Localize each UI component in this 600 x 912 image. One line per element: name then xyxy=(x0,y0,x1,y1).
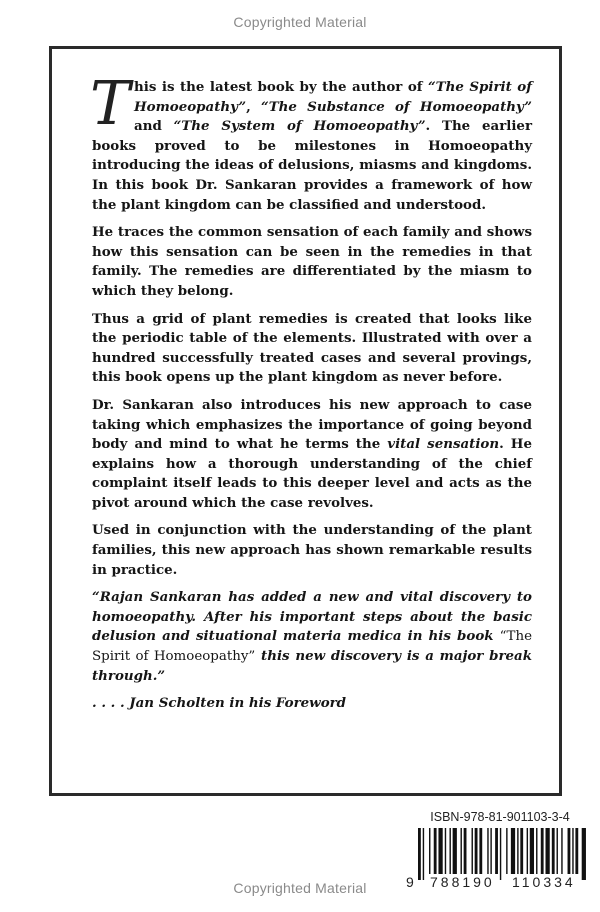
barcode-bar xyxy=(511,828,515,874)
barcode-bar xyxy=(461,828,462,874)
barcode-bar xyxy=(438,828,442,874)
barcode-bar xyxy=(541,828,544,874)
barcode-bar xyxy=(475,828,478,874)
barcode-bar xyxy=(429,828,430,874)
isbn-barcode xyxy=(404,810,592,890)
paragraph-family-sensation: He traces the common sensation of each family and shows how this sensation can be seen in the remedies in that family. The remedies are differentiated by the miasm to which they belong. xyxy=(92,224,532,299)
barcode-bar xyxy=(557,828,558,874)
barcode-digit-group-left: 788190 xyxy=(430,874,495,890)
barcode-bar xyxy=(582,828,586,880)
barcode-bar xyxy=(453,828,457,874)
barcode-bar xyxy=(536,828,537,874)
barcode-bar xyxy=(423,828,424,880)
paragraph-case-taking xyxy=(92,396,532,514)
barcode-bar xyxy=(472,828,473,874)
barcode-lead-digit: 9 xyxy=(406,874,414,890)
quote-book-title: “The Spirit of Homoeopathy” xyxy=(92,629,532,665)
barcode-bar xyxy=(487,828,488,874)
intro-separator: , xyxy=(246,98,262,115)
endorsement-quote xyxy=(92,588,532,686)
barcode-bar xyxy=(572,828,573,874)
barcode-bar xyxy=(479,828,482,874)
drop-cap-letter: T xyxy=(90,69,131,139)
barcode-bar xyxy=(568,828,571,874)
barcode-bar xyxy=(434,828,437,874)
barcode-bar xyxy=(506,828,507,874)
copyright-watermark-bottom: Copyrighted Material xyxy=(233,880,367,896)
back-cover-description xyxy=(90,69,532,722)
barcode-bar xyxy=(418,828,421,880)
intro-text-b: . The earlier books proved to be milestones in Homoeopathy introducing the ideas of delusions, miasms and kingdoms. In this book Dr. Sankaran provides a framework of how the plant kingdom can be classified and understood. xyxy=(92,118,532,213)
barcode-bar xyxy=(527,828,528,874)
vital-sensation-term: vital sensation xyxy=(387,436,500,453)
paragraph-results: Used in conjunction with the understanding of the plant families, this new approach has shown remarkable results in practice. xyxy=(92,522,532,578)
barcode-bar xyxy=(464,828,467,874)
copyright-watermark-top: Copyrighted Material xyxy=(233,14,367,30)
quote-text-a: “Rajan Sankaran has added a new and vital discovery to homoeopathy. After his important steps about the basic delusion and situational materia medica in his book xyxy=(92,589,532,645)
barcode-bars xyxy=(418,828,588,880)
barcode-bar xyxy=(490,828,491,874)
barcode-bar xyxy=(575,828,578,874)
book-title-system: “The System of Homoeopathy” xyxy=(173,118,426,135)
quote-text-b: this new discovery is a major break through.” xyxy=(92,648,532,684)
barcode-digit-group-right: 110334 xyxy=(512,874,576,890)
barcode-bar xyxy=(500,828,501,880)
barcode-bar xyxy=(517,828,518,874)
case-taking-text-b: . He explains how a thorough understanding of the chief complaint itself leads to this deeper level and acts as the pivot around which the case revolves. xyxy=(92,436,532,511)
barcode-bar xyxy=(520,828,523,874)
barcode-bar xyxy=(561,828,562,874)
barcode-bar xyxy=(530,828,534,874)
case-taking-text-a: Dr. Sankaran also introduces his new approach to case taking which emphasizes the importance of going beyond body and mind to what he terms the xyxy=(92,396,532,453)
barcode-bar xyxy=(449,828,450,874)
intro-text-a: his is the latest book by the author of xyxy=(134,79,428,95)
paragraph-plant-grid: Thus a grid of plant remedies is created that looks like the periodic table of the elements. Illustrated with over a hundred successfully treated cases and several provings, this book opens up the plant kingdom as never before. xyxy=(92,310,532,386)
paragraph-intro xyxy=(90,69,532,215)
quote-attribution: . . . . Jan Scholten in his Foreword xyxy=(92,695,347,712)
barcode-bar xyxy=(552,828,555,874)
intro-and: and xyxy=(134,118,174,135)
back-cover-text-frame xyxy=(49,46,562,796)
book-title-spirit: “The Spirit of Homoeopathy” xyxy=(134,79,532,115)
book-title-substance: “The Substance of Homoeopathy” xyxy=(261,98,532,115)
barcode-bar xyxy=(546,828,550,874)
barcode-bar xyxy=(445,828,446,874)
isbn-number: ISBN-978-81-901103-3-4 xyxy=(430,810,570,824)
barcode-bar xyxy=(495,828,498,874)
